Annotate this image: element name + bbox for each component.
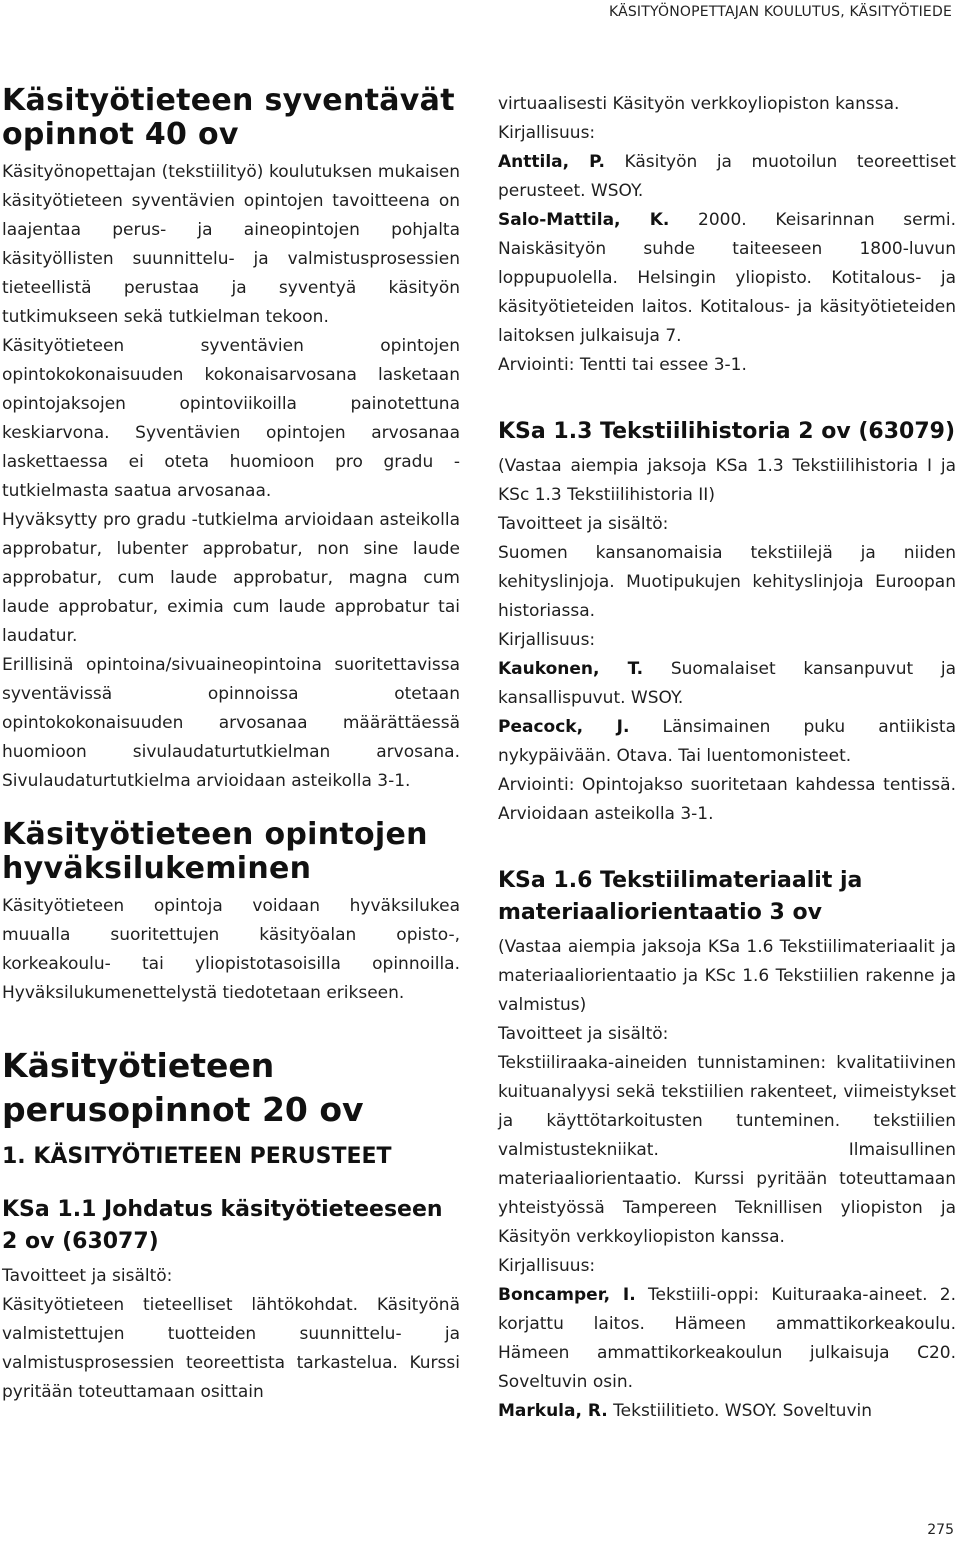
- label-tavoitteet: Tavoitteet ja sisältö:: [498, 514, 669, 534]
- reference-anttila: [498, 148, 956, 206]
- paragraph-ksa-1-1-sisalto: Käsityötieteen tieteelliset lähtökohdat. Käsityönä valmistettujen tuotteiden suunnittelu- ja valmistusprosessien teoreettista tarkastelua. Kurssi pyritään toteuttamaan osittain: [2, 1295, 460, 1402]
- heading-section-perusteet: 1. KÄSITYÖTIETEEN PERUSTEET: [2, 1144, 392, 1169]
- reference-text: Länsimainen puku antiikista nykypäivään. Otava. Tai luentomonisteet.: [498, 717, 957, 766]
- reference-markula: [498, 1397, 956, 1426]
- reference-text: Käsityön ja muotoilun teoreettiset perusteet. WSOY.: [498, 152, 956, 201]
- paragraph-arviointi: Arviointi: Opintojakso suoritetaan kahdessa tentissä. Arvioidaan asteikolla 3-1.: [498, 775, 956, 824]
- paragraph-ksa-1-3-sisalto: Suomen kansanomaisia tekstiilejä ja niiden kehityslinjoja. Muotipukujen kehityslinjoja Euroopan historiassa.: [498, 543, 956, 621]
- paragraph-verkkoyliopisto: virtuaalisesti Käsityön verkkoyliopiston kanssa.: [498, 94, 900, 114]
- paragraph-hyvaksilukeminen: Käsityötieteen opintoja voidaan hyväksilukea muualla suoritettujen käsityöalan opisto-, korkeakoulu- tai yliopistotasoisilla opinnoilla. Hyväksilukumenettelystä tiedotetaan erikseen.: [2, 896, 460, 1003]
- label-kirjallisuus: Kirjallisuus:: [498, 630, 596, 650]
- heading-ksa-1-1: KSa 1.1 Johdatus käsityötieteeseen 2 ov (63077): [2, 1197, 443, 1254]
- label-tavoitteet: Tavoitteet ja sisältö:: [2, 1266, 173, 1286]
- reference-author: Kaukonen, T.: [498, 659, 644, 679]
- reference-author: Anttila, P.: [498, 152, 605, 172]
- reference-text: Tekstiili-oppi: Kuituraaka-aineet. 2. korjattu laitos. Hämeen ammattikorkeakoulu. Hämeen ammattikorkeakoulun julkaisuja C20. Soveltuvin osin.: [498, 1285, 957, 1392]
- heading-hyvaksilukeminen: Käsityötieteen opintojen hyväksilukeminen: [2, 817, 428, 886]
- reference-kaukonen: [498, 655, 956, 713]
- paragraph-arviointi: Arviointi: Tentti tai essee 3-1.: [498, 355, 747, 375]
- label-tavoitteet: Tavoitteet ja sisältö:: [498, 1024, 669, 1044]
- paragraph-vastaa-aiempia: (Vastaa aiempia jaksoja KSa 1.6 Tekstiilimateriaalit ja materiaaliorientaatio ja KSc 1.6 Tekstiilien rakenne ja valmistus): [498, 937, 956, 1015]
- reference-author: Peacock, J.: [498, 717, 630, 737]
- heading-ksa-1-3: KSa 1.3 Tekstiilihistoria 2 ov (63079): [498, 419, 955, 444]
- reference-text: 2000. Keisarinnan sermi. Naiskäsityön suhde taiteeseen 1800-luvun loppupuolella. Helsingin yliopisto. Kotitalous- ja käsityötieteiden laitos. Kotitalous- ja käsityötieteiden laitoksen julkaisuja 7.: [498, 210, 956, 346]
- left-column: [2, 84, 460, 1407]
- paragraph-vastaa-aiempia: (Vastaa aiempia jaksoja KSa 1.3 Tekstiilihistoria I ja KSc 1.3 Tekstiilihistoria II): [498, 456, 956, 505]
- heading-syventavat-opinnot: Käsityötieteen syventävät opinnot 40 ov: [2, 83, 455, 152]
- reference-text: Suomalaiset kansanpuvut ja kansallispuvut. WSOY.: [498, 659, 956, 708]
- paragraph-kokonaisarvosana: Käsityötieteen syventävien opintojen opintokokonaisuuden kokonaisarvosana lasketaan opintojaksojen opintoviikoilla painotettuna keskiarvona. Syventävien opintojen arvosanaa laskettaessa ei oteta huomioon pro gradu -tutkielmasta saatua arvosanaa.: [2, 336, 460, 501]
- reference-salo-mattila: [498, 206, 956, 351]
- paragraph-syventavat-intro: Käsityönopettajan (tekstiilityö) koulutuksen mukaisen käsityötieteen syventävien opintojen tavoitteena on laajentaa perus- ja aineopintojen pohjalta käsityöllisten suunnittelu- ja valmistusprosessien tieteellistä perustaa ja syventyä käsityön tutkimukseen sekä tutkielman tekoon.: [2, 162, 460, 327]
- reference-boncamper: [498, 1281, 956, 1397]
- label-kirjallisuus: Kirjallisuus:: [498, 123, 596, 143]
- reference-author: Salo-Mattila, K.: [498, 210, 670, 230]
- paragraph-ksa-1-6-sisalto: Tekstiiliraaka-aineiden tunnistaminen: kvalitatiivinen kuituanalyysi sekä tekstiilien rakenteet, viimeistykset ja käyttötarkoitusten tunteminen. tekstiilien valmistustekniikat. Ilmaisullinen materiaaliorientaatio. Kurssi pyritään toteuttamaan yhteistyössä Tampereen Teknillisen yliopiston ja Käsityön verkkoyliopiston kanssa.: [498, 1053, 956, 1247]
- paragraph-sivuaineopinnot: Erillisinä opintoina/sivuaineopintoina suoritettavissa syventävissä opinnoissa otetaan opintokokonaisuuden arvosanaa määrättäessä huomioon sivulaudaturtutkielman arvosana. Sivulaudaturtutkielma arvioidaan asteikolla 3-1.: [2, 655, 460, 791]
- paragraph-pro-gradu-arviointi: Hyväksytty pro gradu -tutkielma arvioidaan asteikolla approbatur, lubenter approbatur, non sine laude approbatur, cum laude approbatur, magna cum laude approbatur, eximia cum laude approbatur tai laudatur.: [2, 510, 460, 646]
- running-header: KÄSITYÖNOPETTAJAN KOULUTUS, KÄSITYÖTIEDE: [608, 4, 952, 20]
- heading-perusopinnot: Käsityötieteen perusopinnot 20 ov: [2, 1046, 364, 1129]
- reference-peacock: [498, 713, 956, 771]
- right-column: [498, 90, 956, 1426]
- heading-ksa-1-6: KSa 1.6 Tekstiilimateriaalit ja materiaaliorientaatio 3 ov: [498, 868, 863, 925]
- reference-text: Tekstiilitieto. WSOY. Soveltuvin: [607, 1401, 873, 1421]
- reference-author: Markula, R.: [498, 1401, 608, 1421]
- label-kirjallisuus: Kirjallisuus:: [498, 1256, 596, 1276]
- reference-author: Boncamper, I.: [498, 1285, 636, 1305]
- page-number: 275: [927, 1522, 954, 1538]
